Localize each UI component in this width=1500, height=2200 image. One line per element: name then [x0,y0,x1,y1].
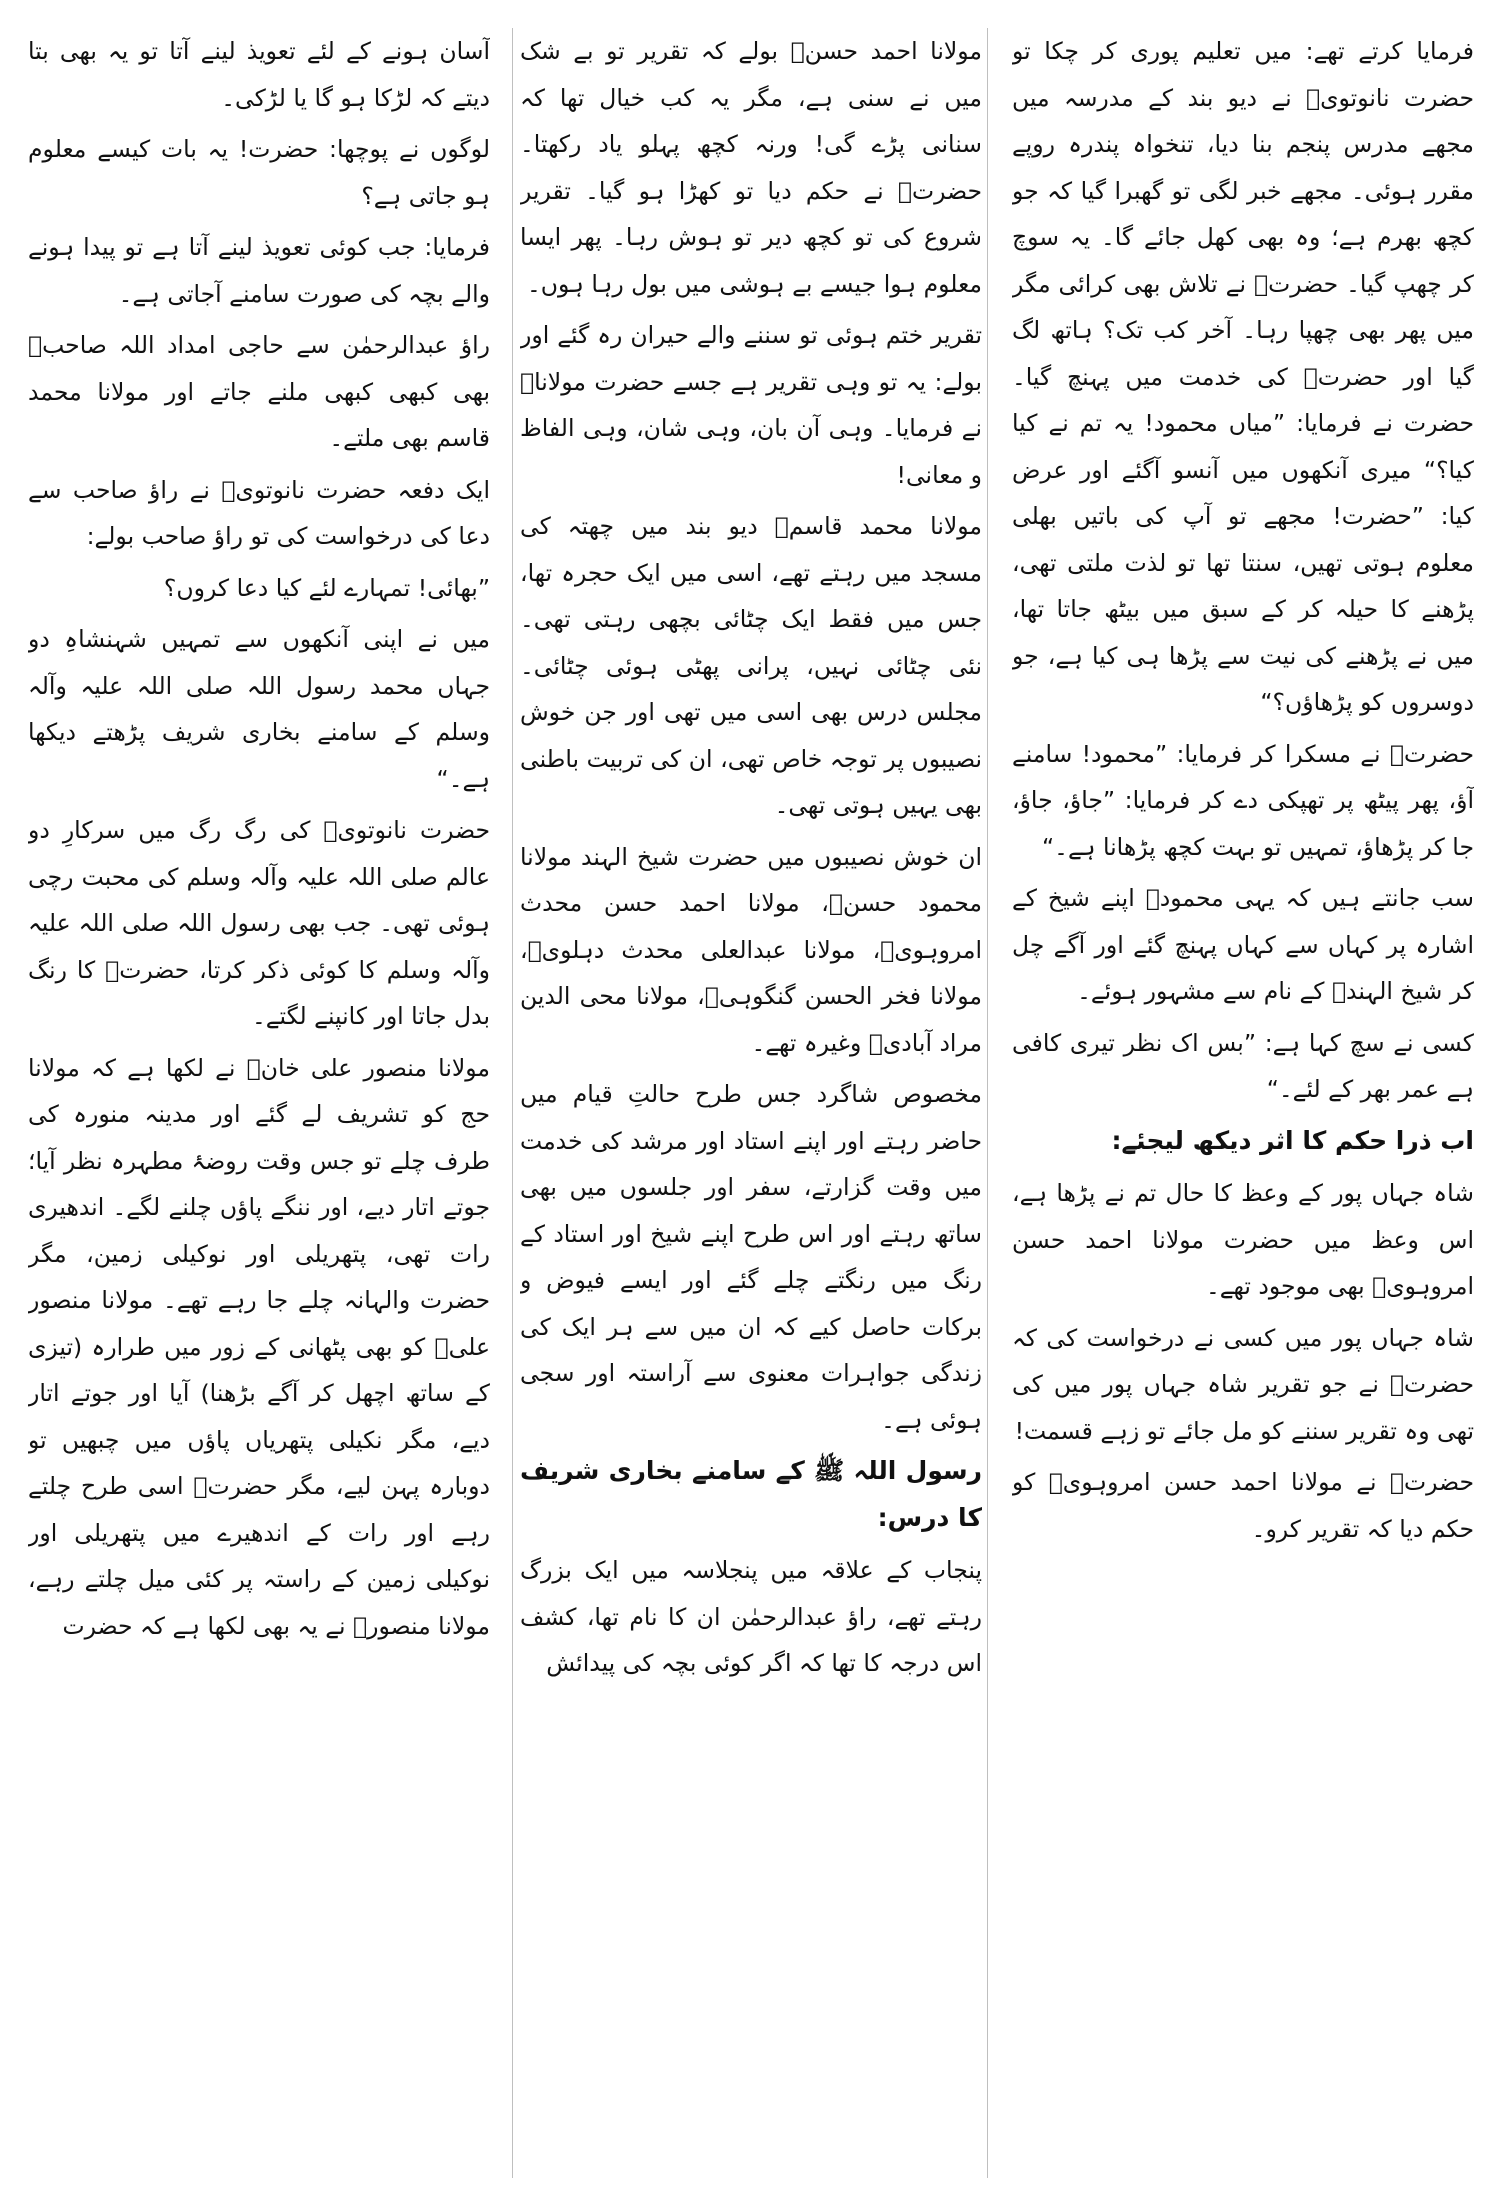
section-heading: رسول اللہ ﷺ کے سامنے بخاری شریف کا درس: [520,1456,982,1532]
paragraph: آسان ہونے کے لئے تعویذ لینے آتا تو یہ بھی بتا دیتے کہ لڑکا ہو گا یا لڑکی۔ [28,37,490,112]
paragraph: حضرتؒ نے مسکرا کر فرمایا: ”محمود! سامنے آؤ، پھر پیٹھ پر تھپکی دے کر فرمایا: ”جاؤ، جاؤ، جا کر پڑھاؤ، تمہیں تو بہت کچھ پڑھانا ہے۔“ [1012,739,1474,861]
article-page [28,28,1474,2178]
paragraph: سب جانتے ہیں کہ یہی محمودؒ اپنے شیخ کے اشارہ پر کہاں سے کہاں پہنچ گئے اور آگے چل کر شیخ الہندؒ کے نام سے مشہور ہوئے۔ [1012,884,1474,1005]
paragraph: پنجاب کے علاقہ میں پنجلاسہ میں ایک بزرگ رہتے تھے، راؤ عبدالرحمٰن ان کا نام تھا، کشف اس درجہ کا تھا کہ اگر کوئی بچہ کی پیدائش [520,1556,982,1677]
paragraph: میں نے اپنی آنکھوں سے تمہیں شہنشاہِ دو جہاں محمد رسول اللہ صلی اللہ علیہ وآلہ وسلم کے سامنے بخاری شریف پڑھتے دیکھا ہے۔“ [28,625,490,793]
paragraph: شاہ جہاں پور کے وعظ کا حال تم نے پڑھا ہے، اس وعظ میں حضرت مولانا احمد حسن امروہویؒ بھی موجود تھے۔ [1012,1179,1474,1300]
paragraph: راؤ عبدالرحمٰن سے حاجی امداد اللہ صاحبؒ بھی کبھی کبھی ملنے جاتے اور مولانا محمد قاسم بھی ملتے۔ [28,331,490,452]
column-right [1012,28,1474,2178]
column-left [28,28,490,2178]
paragraph: مولانا منصور علی خانؒ نے لکھا ہے کہ مولانا حج کو تشریف لے گئے اور مدینہ منورہ کی طرف چلے تو جس وقت روضۂ مطہرہ نظر آیا؛ جوتے اتار دیے، اور ننگے پاؤں چلنے لگے۔ اندھیری رات تھی، پتھریلی اور نوکیلی زمین، مگر حضرت والہانہ چلے جا رہے تھے۔ مولانا منصور علیؒ کو بھی پٹھانی کے زور میں طرارہ (تیزی کے ساتھ اچھل کر آگے بڑھنا) آیا اور جوتے اتار دیے، مگر نکیلی پتھریاں پاؤں میں چبھیں تو دوبارہ پہن لیے، مگر حضرتؒ اسی طرح چلتے رہے اور رات کے اندھیرے میں پتھریلی اور نوکیلی زمین کے راستہ پر کئی میل چلتے رہے، مولانا منصورؒ نے یہ بھی لکھا ہے کہ حضرت [28,1053,490,1640]
paragraph: مخصوص شاگرد جس طرح حالتِ قیام میں حاضر رہتے اور اپنے استاد اور مرشد کی خدمت میں وقت گزارتے، سفر اور جلسوں میں بھی ساتھ رہتے اور اس طرح اپنے شیخ اور استاد کے رنگ میں رنگتے چلے گئے اور ایسے فیوض و برکات حاصل کیے کہ ان میں سے ہر ایک کی زندگی جواہرات معنوی سے آراستہ اور سجی ہوئی ہے۔ [520,1080,982,1434]
paragraph: ”بھائی! تمہارے لئے کیا دعا کروں؟ [163,573,490,602]
paragraph: تقریر ختم ہوئی تو سننے والے حیران رہ گئے اور بولے: یہ تو وہی تقریر ہے جسے حضرت مولاناؒ نے فرمایا۔ وہی آن بان، وہی شان، وہی الفاظ و معانی! [520,321,982,489]
paragraph: فرمایا: جب کوئی تعویذ لینے آتا ہے تو پیدا ہونے والے بچہ کی صورت سامنے آجاتی ہے۔ [28,233,490,308]
paragraph: حضرت نانوتویؒ کی رگ رگ میں سرکارِ دو عالم صلی اللہ علیہ وآلہ وسلم کی محبت رچی ہوئی تھی۔ جب بھی رسول اللہ صلی اللہ علیہ وآلہ وسلم کا کوئی ذکر کرتا، حضرتؒ کا رنگ بدل جاتا اور کانپنے لگتے۔ [28,816,490,1030]
paragraph: حضرتؒ نے مولانا احمد حسن امروہویؒ کو حکم دیا کہ تقریر کرو۔ [1012,1468,1474,1543]
paragraph: مولانا احمد حسنؒ بولے کہ تقریر تو بے شک میں نے سنی ہے، مگر یہ کب خیال تھا کہ سنانی پڑے گی! ورنہ کچھ پہلو یاد رکھتا۔ حضرتؒ نے حکم دیا تو کھڑا ہو گیا۔ تقریر شروع کی تو کچھ دیر تو ہوش رہا۔ پھر ایسا معلوم ہوا جیسے بے ہوشی میں بول رہا ہوں۔ [520,37,982,298]
column-middle [520,28,982,2178]
paragraph: فرمایا کرتے تھے: میں تعلیم پوری کر چکا تو حضرت نانوتویؒ نے دیو بند کے مدرسہ میں مجھے مدرس پنجم بنا دیا، تنخواہ پندرہ روپے مقرر ہوئی۔ مجھے خبر لگی تو گھبرا گیا کہ جو کچھ بھرم ہے؛ وہ بھی کھل جائے گا۔ یہ سوچ کر چھپ گیا۔ حضرتؒ نے تلاش بھی کرائی مگر میں پھر بھی چھپا رہا۔ آخر کب تک؟ ہاتھ لگ گیا اور حضرتؒ کی خدمت میں پہنچ گیا۔ حضرت نے فرمایا: ”میاں محمود! یہ تم نے کیا کیا؟“ میری آنکھوں میں آنسو آگئے اور عرض کیا: ”حضرت! مجھے تو آپ کی باتیں بھلی معلوم ہوتی تھیں، سنتا تھا تو لذت ملتی تھی، پڑھنے کا حیلہ کر کے سبق میں بیٹھ جاتا تھا، میں نے پڑھنے کی نیت سے پڑھا ہی کیا ہے، جو دوسروں کو پڑھاؤں؟“ [1012,37,1474,716]
section-heading: اب ذرا حکم کا اثر دیکھ لیجئے: [1111,1125,1474,1155]
paragraph: کسی نے سچ کہا ہے: ”بس اک نظر تیری کافی ہے عمر بھر کے لئے۔“ [1012,1028,1474,1103]
paragraph: مولانا محمد قاسمؒ دیو بند میں چھتہ کی مسجد میں رہتے تھے، اسی میں ایک حجرہ تھا، جس میں فقط ایک چٹائی بچھی رہتی تھی۔ نئی چٹائی نہیں، پرانی پھٹی ہوئی چٹائی۔ مجلس درس بھی اسی میں تھی اور جن خوش نصیبوں پر توجہ خاص تھی، ان کی تربیت باطنی بھی یہیں ہوتی تھی۔ [520,512,982,819]
paragraph: لوگوں نے پوچھا: حضرت! یہ بات کیسے معلوم ہو جاتی ہے؟ [28,135,490,210]
paragraph: ان خوش نصیبوں میں حضرت شیخ الہند مولانا محمود حسنؒ، مولانا احمد حسن محدث امروہویؒ، مولانا عبدالعلی محدث دہلویؒ، مولانا فخر الحسن گنگوہیؒ، مولانا محی الدین مراد آبادیؒ وغیرہ تھے۔ [520,842,982,1057]
paragraph: شاہ جہاں پور میں کسی نے درخواست کی کہ حضرتؒ نے جو تقریر شاہ جہاں پور میں کی تھی وہ تقریر سننے کو مل جائے تو زہے قسمت! [1012,1323,1474,1445]
paragraph: ایک دفعہ حضرت نانوتویؒ نے راؤ صاحب سے دعا کی درخواست کی تو راؤ صاحب بولے: [28,475,490,550]
